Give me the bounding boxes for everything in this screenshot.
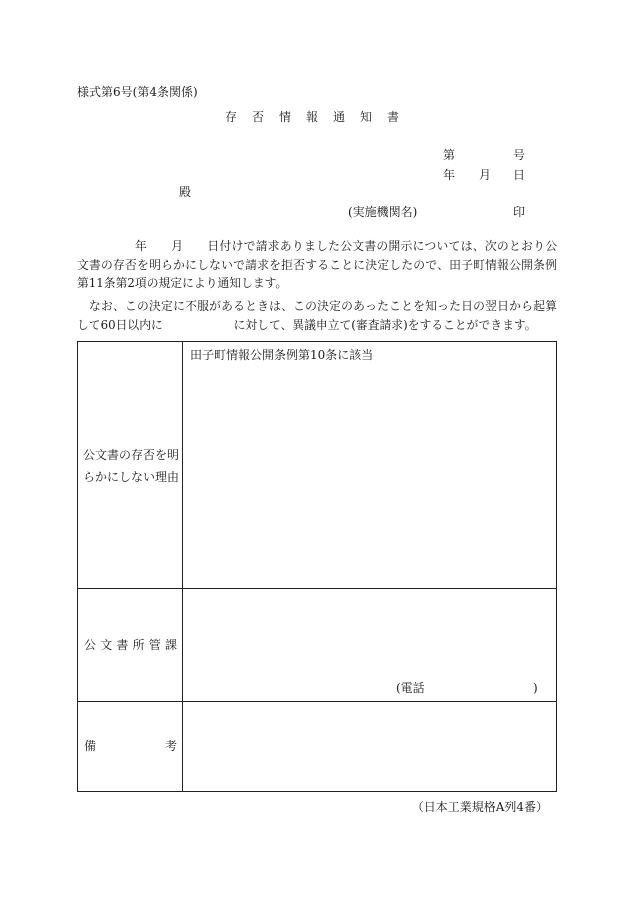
body-line-1: 年 月 日付けで請求ありました公文書の開示については、次のとおり公 xyxy=(135,239,557,253)
seal-mark: 印 xyxy=(513,205,526,219)
paper-size-note: （日本工業規格A列4番） xyxy=(411,800,548,814)
body-line-5: して60日以内に に対して、異議申立て(審査請求)をすることができます。 xyxy=(77,318,537,332)
phone-close: ) xyxy=(533,681,538,695)
document-title: 存否情報通知書 xyxy=(225,110,415,124)
details-table xyxy=(77,341,557,792)
number-prefix: 第 xyxy=(443,148,456,162)
reason-label-line-2: らかにしない理由 xyxy=(83,470,180,484)
reason-content: 田子町情報公開条例第10条に該当 xyxy=(190,348,374,362)
date-month: 月 xyxy=(479,168,492,182)
phone-open: (電話 xyxy=(396,681,425,695)
body-line-4: なお、この決定に不服があるときは、この決定のあったことを知った日の翌日から起算 xyxy=(77,299,557,313)
remarks-label: 備考 xyxy=(84,739,177,753)
addressee-honorific: 殿 xyxy=(179,185,192,199)
agency-label: (実施機関名) xyxy=(348,205,418,219)
table-row-divider-1 xyxy=(77,588,557,589)
body-line-2: 文書の存否を明らかにしないで請求を拒否することに決定したので、田子町情報公開条例 xyxy=(77,258,557,272)
reason-label-line-1: 公文書の存否を明 xyxy=(83,448,180,462)
department-label: 公文書所管課 xyxy=(84,638,177,652)
table-column-divider xyxy=(182,341,183,792)
date-day: 日 xyxy=(513,168,526,182)
number-suffix: 号 xyxy=(513,148,526,162)
body-line-3: 第11条第2項の規定により通知します。 xyxy=(77,276,288,290)
table-row-divider-2 xyxy=(77,701,557,702)
date-year: 年 xyxy=(443,168,456,182)
form-number: 様式第6号(第4条関係) xyxy=(77,85,198,99)
